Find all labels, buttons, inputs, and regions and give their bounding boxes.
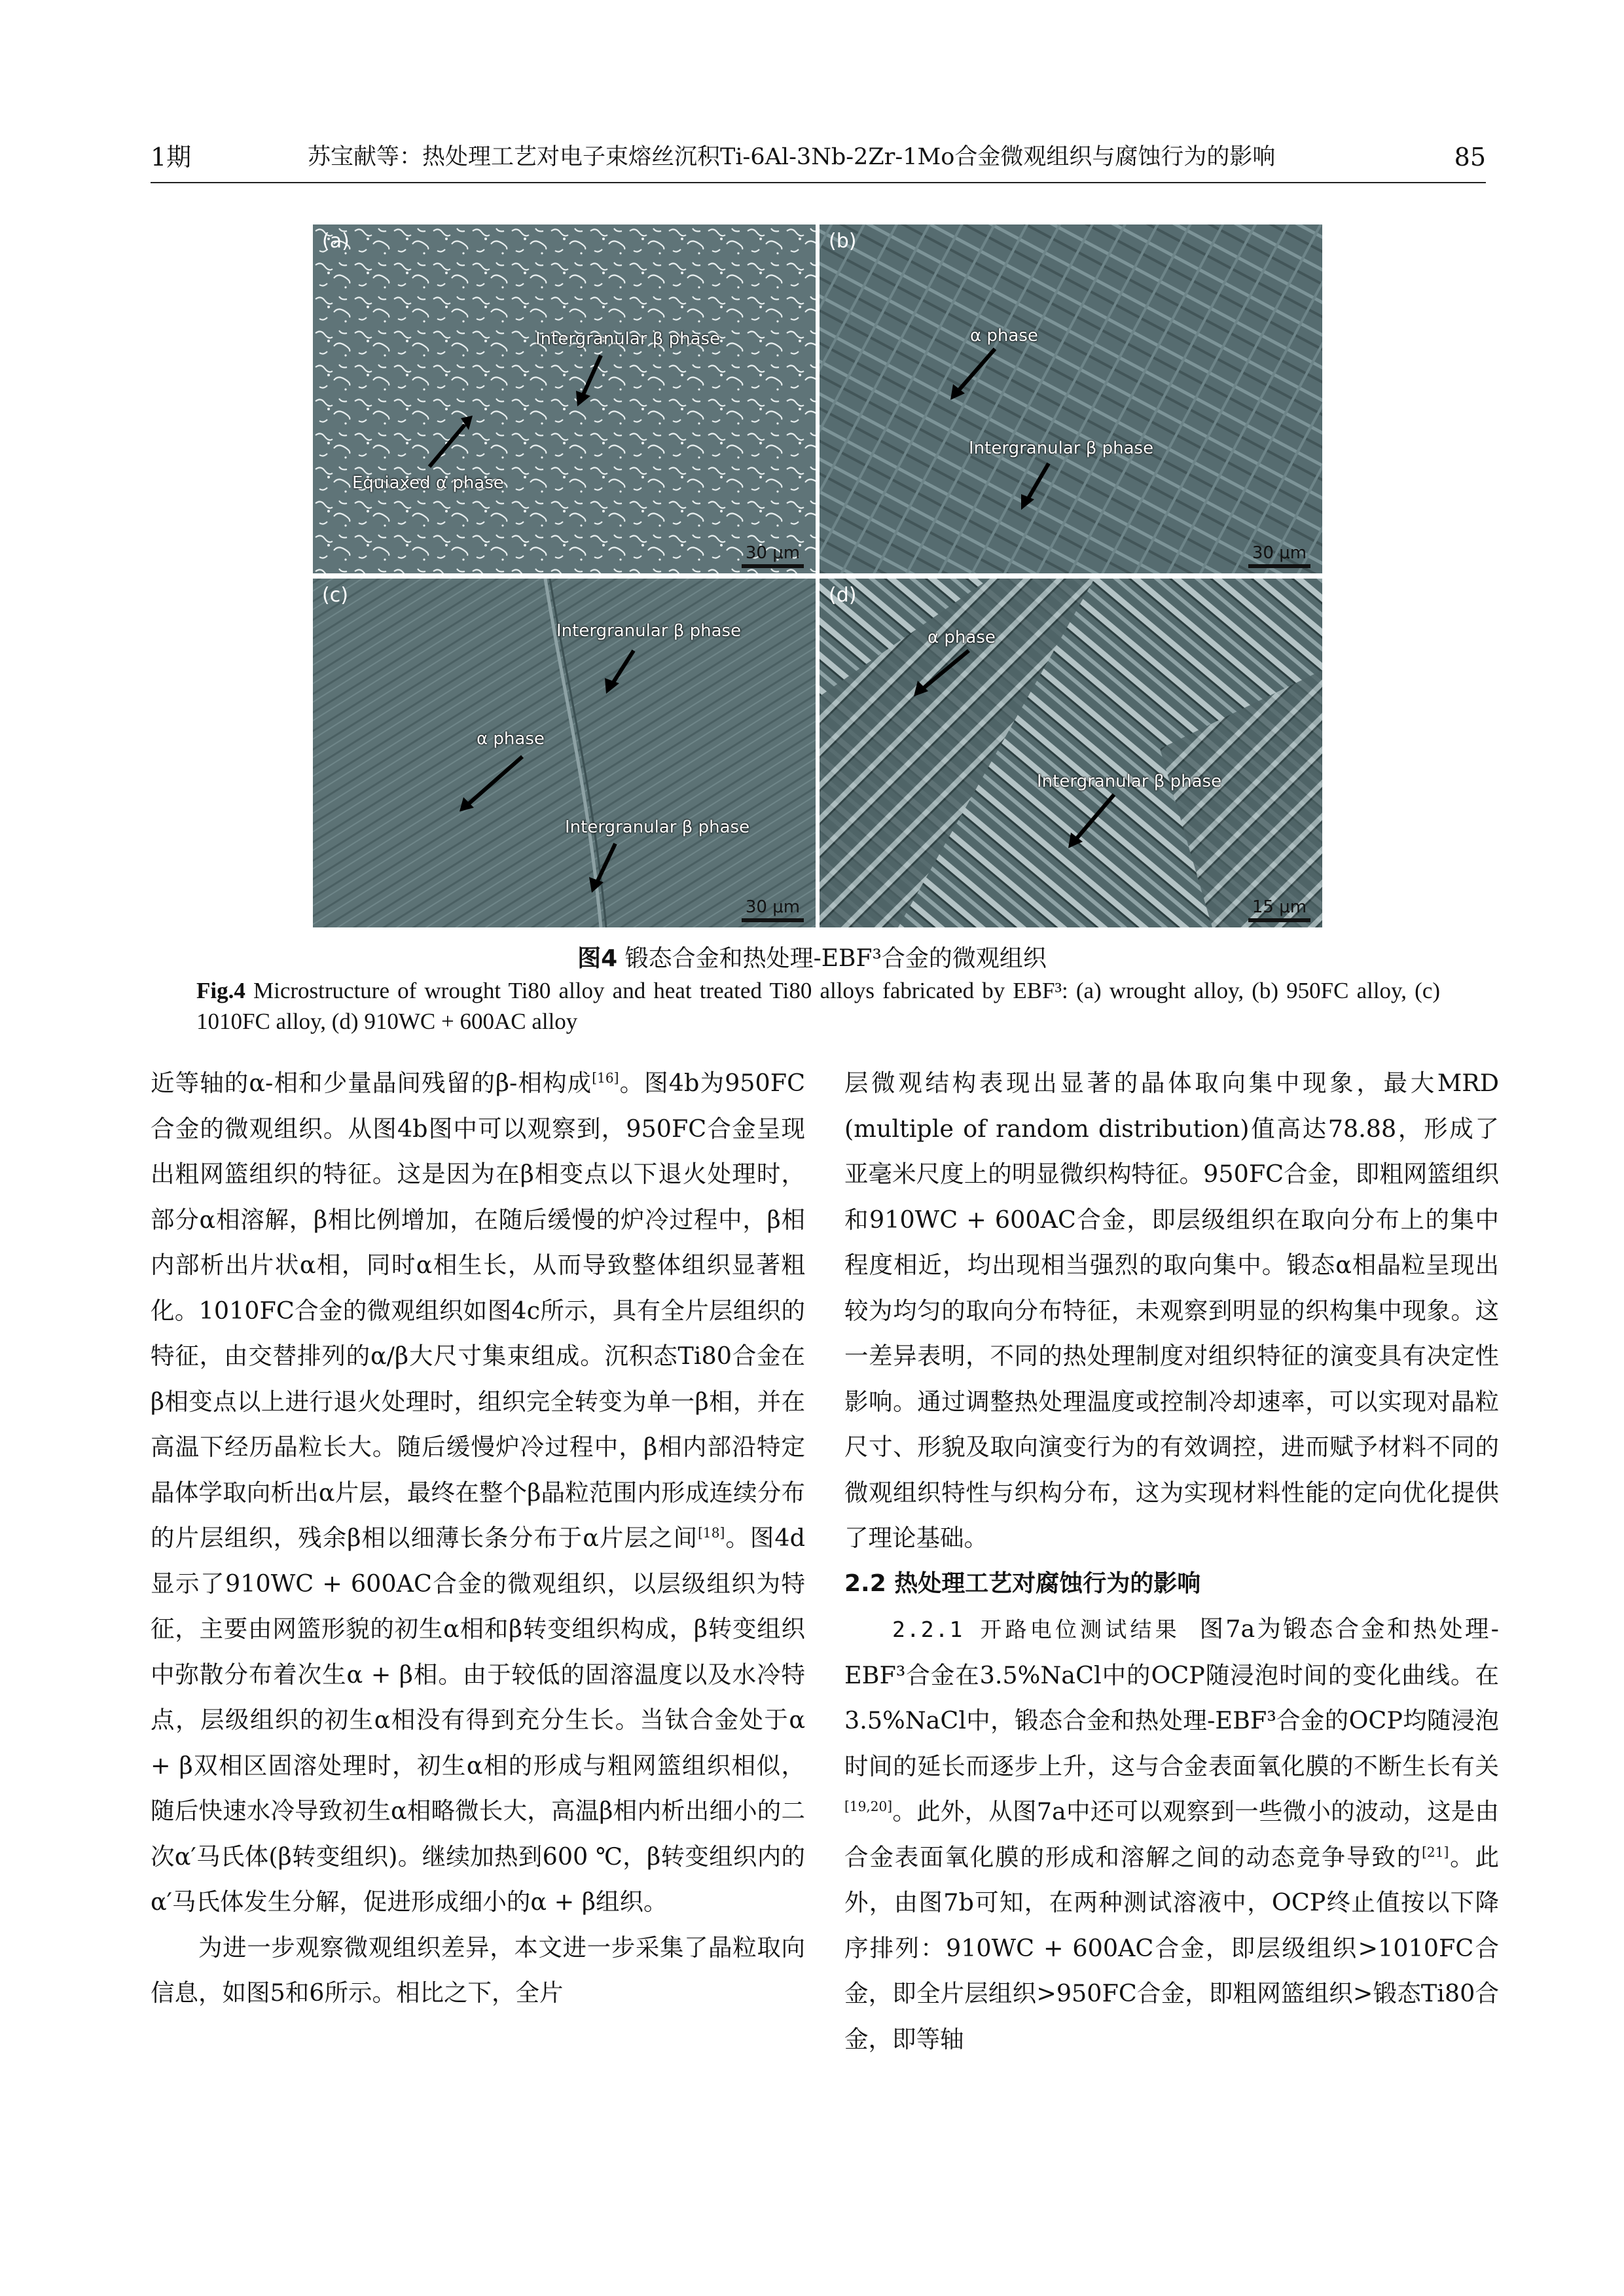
figure-caption-en (196, 975, 1440, 1037)
left-paragraph-2: 为进一步观察微观组织差异，本文进一步采集了晶粒取向信息，如图5和6所示。相比之下，全片 (151, 1933, 805, 2007)
panel-c-annotation-alpha: α phase (477, 729, 545, 749)
section-heading-2-2: 2.2 热处理工艺对腐蚀行为的影响 (844, 1570, 1201, 1597)
figure-caption-cn-label: 图4 (577, 945, 618, 972)
panel-d-scale-label: 15 μm (1252, 897, 1307, 917)
left-p1-text: 近等轴的α-相和少量晶间残留的β-相构成 (151, 1069, 592, 1097)
panel-a-label: (a) (322, 230, 350, 253)
panel-d-label: (d) (829, 584, 857, 607)
panel-a-scale-label: 30 μm (745, 543, 801, 563)
figure-4 (313, 224, 1322, 927)
panel-b-label: (b) (829, 230, 857, 253)
panel-d-annotation-alpha: α phase (928, 628, 996, 647)
left-column (151, 1060, 805, 2016)
panel-a-annotation-intergranular-beta: Intergranular β phase (535, 329, 721, 349)
panel-c-scale-label: 30 μm (745, 897, 801, 917)
panel-b-scale-bar (1248, 543, 1310, 568)
subsection-heading-2-2-1: 2.2.1 开路电位测试结果 (892, 1617, 1180, 1642)
panel-b-scale-label: 30 μm (1252, 543, 1307, 563)
panel-b-micrograph (820, 224, 1322, 573)
right-p2-text: 图7a为锻态合金和热处理-EBF³合金在3.5%NaCl中的OCP随浸泡时间的变化曲线。在3.5%NaCl中，锻态合金和热处理-EBF³合金的OCP均随浸泡时间的延长而逐步上升，这与合金表面氧化膜的不断生长有关 (844, 1615, 1499, 1780)
figure-caption-en-text: Microstructure of wrought Ti80 alloy and heat treated Ti80 alloys fabricated by EBF³: (a) wrought alloy, (b) 950FC alloy, (c) 1010FC alloy, (d) 910WC + 600AC alloy (196, 978, 1441, 1034)
citation-16: [16] (592, 1069, 619, 1086)
right-p2c-text: 。此外，由图7b可知，在两种测试溶液中，OCP终止值按以下降序排列：910WC + 600AC合金，即层级组织>1010FC合金，即全片层组织>950FC合金，即粗网篮组织>锻态Ti80合金，即等轴 (844, 1842, 1500, 2053)
right-paragraph-2 (844, 1606, 1499, 2062)
panel-a-texture (313, 224, 816, 573)
panel-d-annotation-intergranular-beta: Intergranular β phase (1037, 772, 1222, 791)
panel-c-scale-bar (742, 897, 804, 922)
panel-c-annotation-intergranular-beta-lower: Intergranular β phase (565, 817, 750, 837)
left-paragraph-1 (151, 1060, 805, 1925)
panel-b-texture (820, 224, 1322, 573)
panel-a-micrograph (313, 224, 816, 573)
citation-18: [18] (698, 1524, 725, 1541)
figure-caption-cn (0, 942, 1624, 975)
figure-caption-en-label: Fig.4 (196, 978, 245, 1003)
right-p2b-text: 。此外，从图7a中还可以观察到一些微小的波动，这是由合金表面氧化膜的形成和溶解之间的动态竞争导致的 (844, 1797, 1499, 1871)
running-title: 苏宝献等：热处理工艺对电子束熔丝沉积Ti-6Al-3Nb-2Zr-1Mo合金微观组织与腐蚀行为的影响 (308, 144, 1276, 170)
figure-caption-cn-text: 锻态合金和热处理-EBF³合金的微观组织 (624, 945, 1047, 972)
panel-c-annotation-intergranular-beta-upper: Intergranular β phase (556, 621, 742, 641)
left-p1c-text: 。图4d显示了910WC + 600AC合金的微观组织，以层级组织为特征，主要由网篮形貌的初生α相和β转变组织构成，β转变组织中弥散分布着次生α + β相。由于较低的固溶温度以及水冷特点，层级组织的初生α相没有得到充分生长。当钛合金处于α + β双相区固溶处理时，初生α相的形成与粗网篮组织相似，随后快速水冷导致初生α相略微长大，高温β相内析出细小的二次α′马氏体(β转变组织)。继续加热到600 ℃，β转变组织内的α′马氏体发生分解，促进形成细小的α + β组织。 (151, 1524, 805, 1916)
left-p1b-text: 。图4b为950FC合金的微观组织。从图4b图中可以观察到，950FC合金呈现出粗网篮组织的特征。这是因为在β相变点以下退火处理时，部分α相溶解，β相比例增加，在随后缓慢的炉冷过程中，β相内部析出片状α相，同时α相生长，从而导致整体组织显著粗化。1010FC合金的微观组织如图4c所示，具有全片层组织的特征，由交替排列的α/β大尺寸集束组成。沉积态Ti80合金在β相变点以上进行退火处理时，组织完全转变为单一β相，并在高温下经历晶粒长大。随后缓慢炉冷过程中，β相内部沿特定晶体学取向析出α片层，最终在整个β晶粒范围内形成连续分布的片层组织，残余β相以细薄长条分布于α片层之间 (151, 1069, 805, 1552)
citation-19-20: [19,20] (844, 1798, 893, 1814)
panel-d-texture (820, 579, 1322, 927)
panel-b-annotation-alpha: α phase (970, 326, 1038, 346)
panel-a-annotation-equiaxed-alpha: Equiaxed α phase (352, 473, 504, 493)
panel-c-micrograph (313, 579, 816, 927)
header-rule (151, 182, 1486, 183)
panel-a-scale-bar (742, 543, 804, 568)
panel-c-label: (c) (322, 584, 348, 607)
issue-number: 1期 (151, 143, 192, 171)
right-paragraph-1: 层微观结构表现出显著的晶体取向集中现象，最大MRD (multiple of random distribution)值高达78.88，形成了亚毫米尺度上的明显微织构特征。950FC合金，即粗网篮组织和910WC + 600AC合金，即层级组织在取向分布上的集中程度相近，均出现相当强烈的取向集中。锻态α相晶粒呈现出较为均匀的取向分布特征，未观察到明显的织构集中现象。这一差异表明，不同的热处理制度对组织特征的演变具有决定性影响。通过调整热处理温度或控制冷却速率，可以实现对晶粒尺寸、形貌及取向演变行为的有效调控，进而赋予材料不同的微观组织特性与织构分布，这为实现材料性能的定向优化提供了理论基础。 (844, 1069, 1499, 1552)
panel-d-micrograph (820, 579, 1322, 927)
page-number: 85 (1454, 143, 1486, 171)
right-column (844, 1060, 1499, 2062)
panel-d-scale-bar (1248, 897, 1310, 922)
running-header (151, 137, 1486, 183)
panel-b-annotation-intergranular-beta: Intergranular β phase (969, 439, 1154, 458)
citation-21: [21] (1422, 1844, 1449, 1860)
